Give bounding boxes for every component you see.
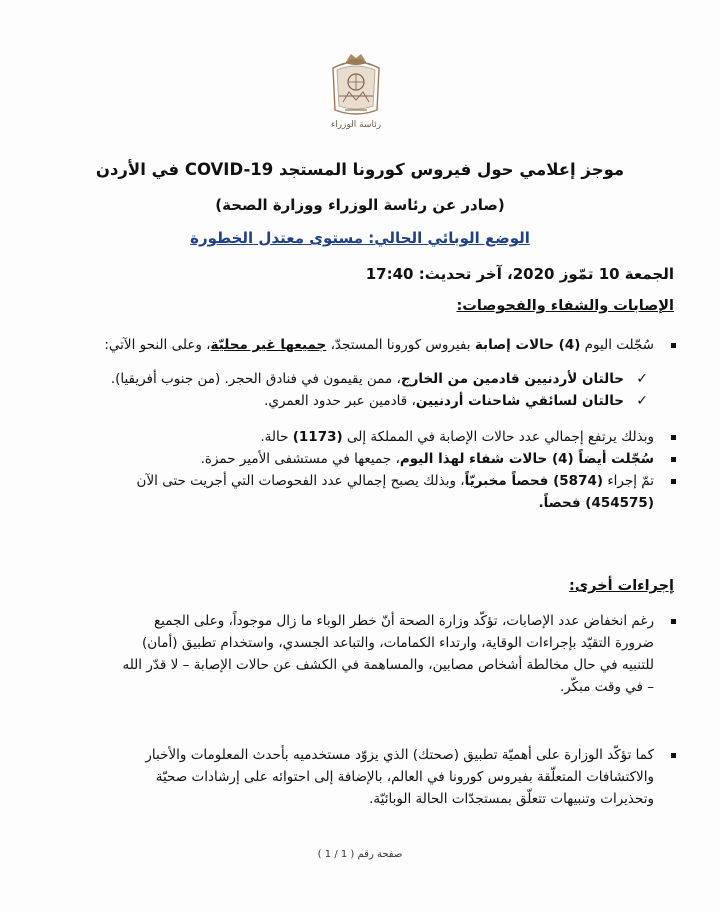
text-run-bold: حالتان لسائقي شاحنات أردنيين [415, 393, 624, 409]
page-number: صفحة رقم ( 1 / 1 ) [317, 849, 403, 860]
list-item [50, 470, 680, 514]
date-and-update-time: الجمعة 10 تمّوز 2020، آخر تحديث: 17:40 [365, 265, 674, 283]
crown-emblem-icon [325, 52, 387, 118]
emblem-caption: رئاسة الوزراء [330, 120, 382, 130]
text-run: تمّ إجراء [603, 473, 654, 489]
bullet-square-icon [671, 479, 676, 484]
text-run: ، وعلى النحو الآتي: [104, 337, 211, 353]
bullet-square-icon [671, 457, 676, 462]
text-run-bold-underline: جميعها غير محليّة [210, 337, 327, 353]
text-line: وتحذيرات وتنبيهات تتعلّق بمستجدّات الحالة الوبائيّة. [369, 791, 654, 807]
section-heading-other-measures: إجراءات أخرى: [569, 578, 674, 594]
text-line: – في وقت مبكّر. [559, 679, 654, 695]
text-line: والاكتشافات المتعلّقة بفيروس كورونا في العالم، بالإضافة إلى احتوائه على إرشادات صحيّة [155, 769, 654, 785]
text-run-bold: (454575) فحصاً. [538, 495, 654, 511]
bullet-square-icon [671, 343, 676, 348]
checkmark-icon: ✓ [636, 393, 648, 409]
text-run: ، ممن يقيمون في فنادق الحجر. (من جنوب أفريقيا). [110, 371, 401, 387]
measures-list [50, 610, 680, 698]
bullet-square-icon [671, 619, 676, 624]
text-line: رغم انخفاض عدد الإصابات، تؤكّد وزارة الصحة أنّ خطر الوباء ما زال موجوداً، وعلى الجميع [154, 613, 654, 629]
section-heading-cases: الإصابات والشفاء والفحوصات: [456, 298, 674, 314]
totals-list [50, 426, 680, 514]
text-run: بفيروس كورونا المستجدّ، [326, 337, 475, 353]
list-item [60, 368, 650, 390]
bullet-square-icon [671, 753, 676, 758]
text-run: حالة. [260, 429, 293, 445]
list-item [50, 448, 680, 470]
epidemic-status: الوضع الوبائي الحالي: مستوى معتدل الخطورة [190, 229, 530, 247]
apps-list [50, 744, 680, 810]
royal-emblem-logo [325, 52, 387, 136]
list-item [60, 390, 650, 412]
checkmark-icon: ✓ [636, 371, 648, 387]
text-run: وبذلك يرتفع إجمالي عدد حالات الإصابة في المملكة إلى [342, 429, 654, 445]
text-line: كما تؤكّد الوزارة على أهميّة تطبيق (صحتك) الذي يزوّد مستخدميه بأحدث المعلومات والأخبار [145, 747, 654, 763]
text-run-bold: حالتان لأردنيين قادمين من الخارج [400, 371, 624, 387]
text-run: ، قادمين عبر حدود العمري. [264, 393, 416, 409]
text-run: ، وبذلك يصبح إجمالي عدد الفحوصات التي أجريت حتى الآن [136, 473, 465, 489]
case-details-list [60, 368, 650, 412]
text-run-bold: (1173) [292, 429, 343, 445]
document-subtitle: (صادر عن رئاسة الوزراء ووزارة الصحة) [215, 196, 505, 214]
list-item [50, 426, 680, 448]
bullet-square-icon [671, 435, 676, 440]
cases-list [50, 334, 680, 356]
document-title: موجز إعلامي حول فيروس كورونا المستجد COVID-19 في الأردن [95, 160, 625, 179]
text-line: للتنبيه في حال مخالطة أشخاص مصابين، والمساهمة في الكشف عن حالات الإصابة – لا قدّر الله [122, 657, 654, 673]
list-item [50, 334, 680, 356]
text-line: ضرورة التقيّد بإجراءات الوقاية، وارتداء الكمامات، والتباعد الجسدي، واستخدام تطبيق (أمان) [142, 635, 654, 651]
text-run: ، جميعها في مستشفى الأمير حمزة. [200, 451, 400, 467]
text-run: سُجّلت اليوم [580, 337, 654, 353]
text-run-bold: (4) حالات إصابة [474, 337, 581, 353]
text-run-bold: سُجّلت أيضاً (4) حالات شفاء لهذا اليوم [399, 451, 654, 467]
list-item [50, 744, 680, 810]
list-item [50, 610, 680, 698]
text-run-bold: (5874) فحصاً مخبريّاً [464, 473, 604, 489]
